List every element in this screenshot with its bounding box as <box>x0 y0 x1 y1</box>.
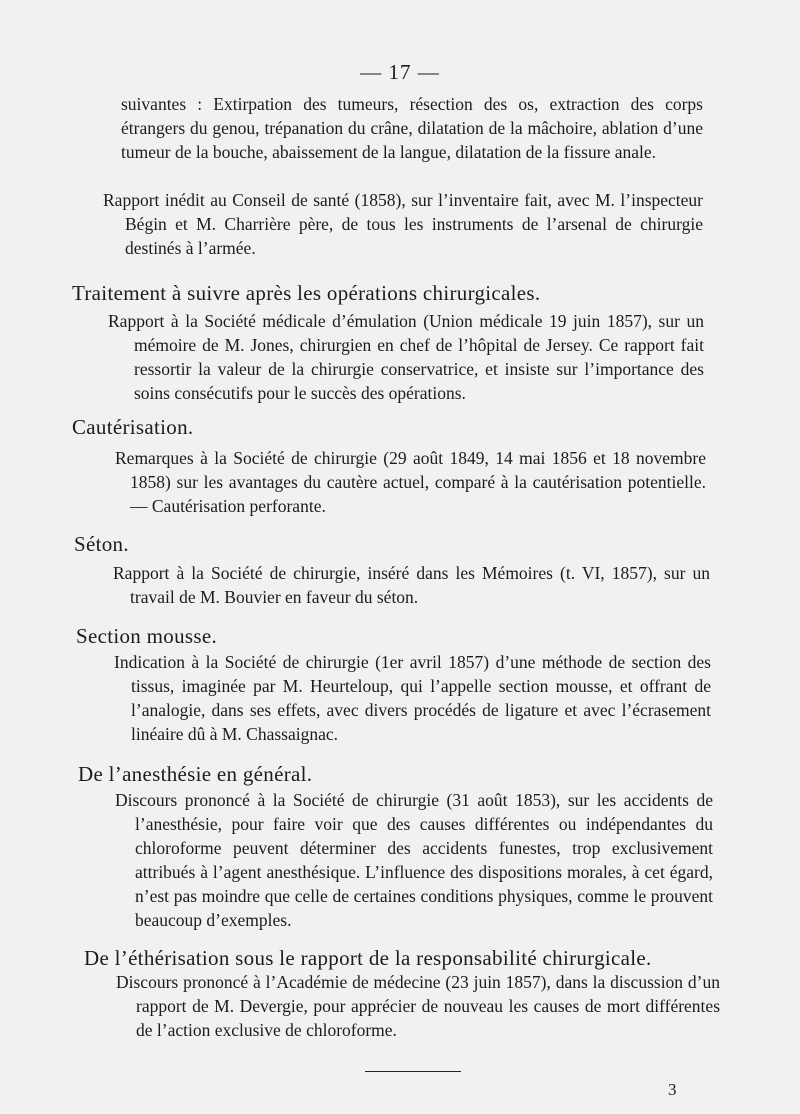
section-cauterisation-body <box>115 446 706 518</box>
paragraph-anesthesie: Discours prononcé à la Société de chirurgie (31 août 1853), sur les accidents de l’anesthésie, pour faire voir que des causes différentes ou indépendantes du chloroforme peuvent déterminer des accidents funestes, trop exclusivement attribués à l’agent anesthésique. L’influence des dispositions morales, à cet égard, n’est pas moindre que celle de certaines conditions physiques, comme le prouvent beaucoup d’exemples. <box>115 790 713 930</box>
section-etherisation-body <box>116 970 720 1042</box>
closing-rule <box>365 1071 461 1072</box>
heading-cauterisation: Cautérisation. <box>72 415 194 439</box>
paragraph-traitement: Rapport à la Société médicale d’émulation (Union médicale 19 juin 1857), sur un mémoire de M. Jones, chirurgien en chef de l’hôpital de Jersey. Ce rapport fait ressortir la valeur de la chirurgie conservatrice, et insiste sur l’importance des soins consécutifs pour le succès des opérations. <box>108 311 704 403</box>
section-inventory-report <box>103 188 703 260</box>
signature-mark: 3 <box>668 1080 677 1099</box>
paragraph-cauterisation: Remarques à la Société de chirurgie (29 août 1849, 14 mai 1856 et 18 novembre 1858) sur les avantages du cautère actuel, comparé à la cautérisation potentielle. — Cautérisation perforante. <box>115 448 706 516</box>
heading-traitement: Traitement à suivre après les opérations chirurgicales. <box>72 281 541 305</box>
paragraph-section-mousse: Indication à la Société de chirurgie (1er avril 1857) d’une méthode de section des tissus, imaginée par M. Heurteloup, qui l’appelle section mousse, et offrant de l’analogie, dans ses effets, avec divers procédés de ligature et avec l’écrasement linéaire dû à M. Chassaignac. <box>114 652 711 744</box>
heading-etherisation: De l’éthérisation sous le rapport de la responsabilité chirurgicale. <box>84 946 652 970</box>
heading-seton: Séton. <box>74 532 129 556</box>
paragraph-seton: Rapport à la Société de chirurgie, inséré dans les Mémoires (t. VI, 1857), sur un travail de M. Bouvier en faveur du séton. <box>113 563 710 607</box>
section-seton-body <box>113 561 710 609</box>
section-continuation <box>121 92 703 164</box>
section-mousse-body <box>114 650 711 746</box>
section-anesthesie-body <box>115 788 713 932</box>
section-traitement-body <box>108 309 704 405</box>
paragraph-etherisation: Discours prononcé à l’Académie de médecine (23 juin 1857), dans la discussion d’un rapport de M. Devergie, pour apprécier de nouveau les causes de mort différentes de l’action exclusive de chloroforme. <box>116 972 720 1040</box>
paragraph-surgical-procedures: suivantes : Extirpation des tumeurs, résection des os, extraction des corps étrangers du genou, trépanation du crâne, dilatation de la mâchoire, ablation d’une tumeur de la bouche, abaissement de la langue, dilatation de la fissure anale. <box>121 94 703 162</box>
heading-anesthesie: De l’anesthésie en général. <box>78 762 313 786</box>
page-number: — 17 — <box>360 60 440 84</box>
heading-section-mousse: Section mousse. <box>76 624 217 648</box>
paragraph-inventory-report: Rapport inédit au Conseil de santé (1858), sur l’inventaire fait, avec M. l’inspecteur Bégin et M. Charrière père, de tous les instruments de l’arsenal de chirurgie destinés à l’armée. <box>103 190 703 258</box>
